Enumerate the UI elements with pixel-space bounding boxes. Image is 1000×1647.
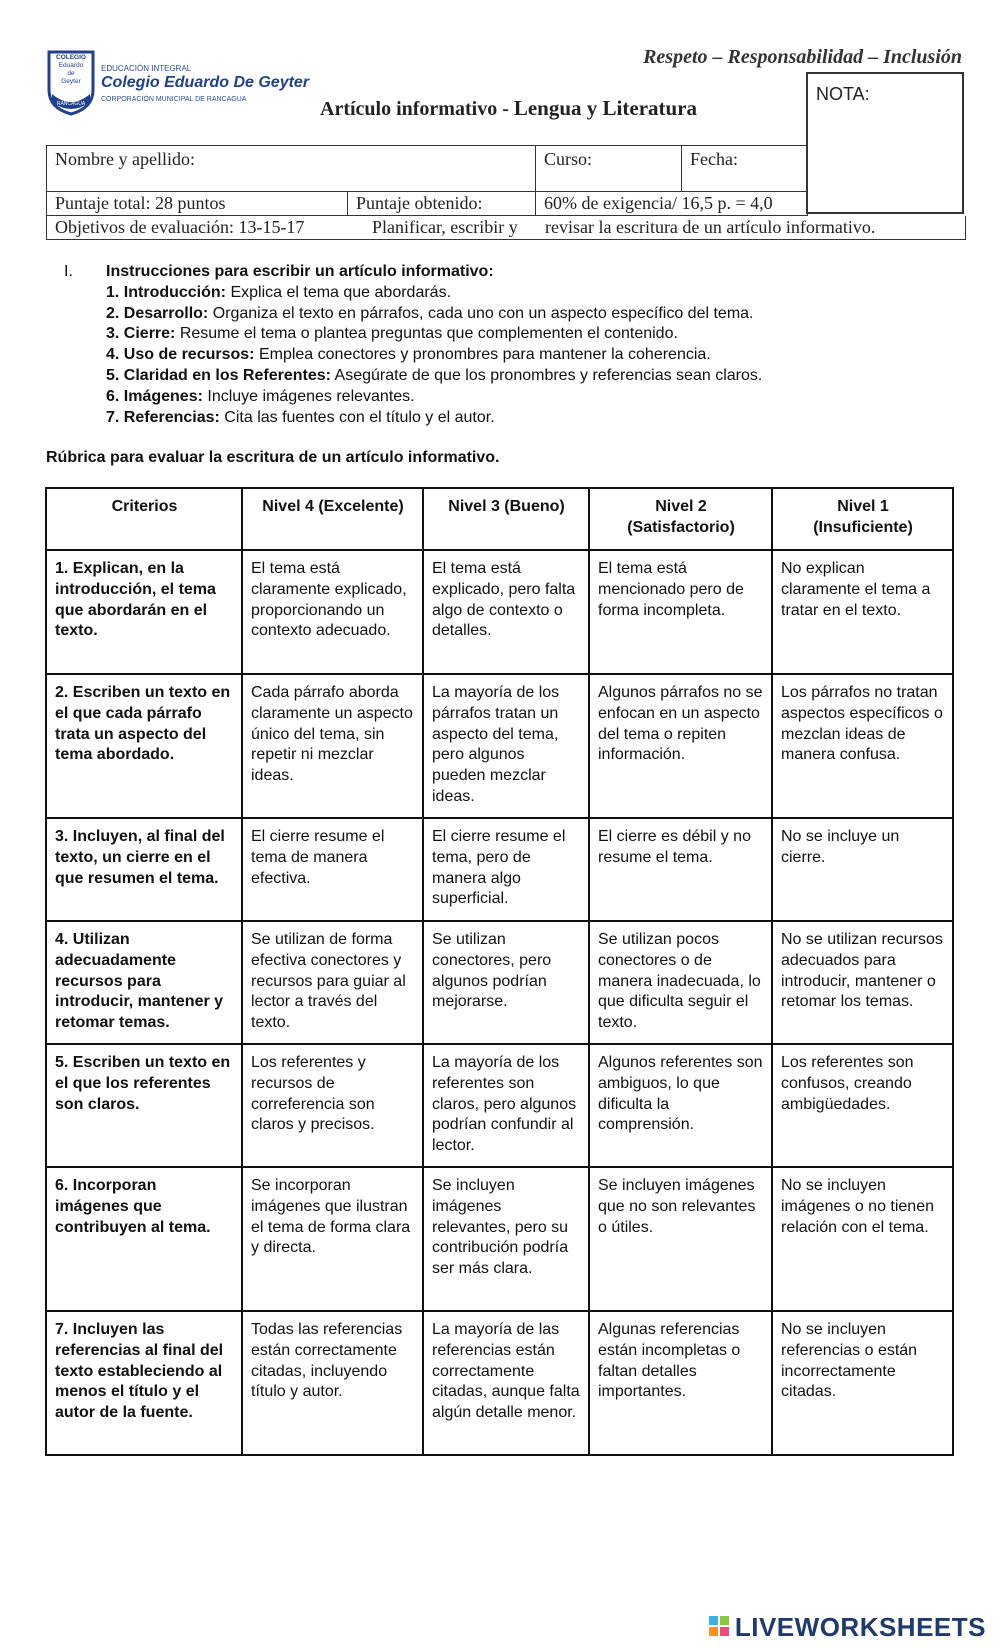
page-title (320, 96, 697, 121)
header-nivel-4: Nivel 4 (Excelente) (242, 488, 423, 550)
table-row (46, 1044, 953, 1167)
list-item: 7. Referencias: Cita las fuentes con el título y el autor. (106, 408, 495, 426)
table-row (46, 674, 953, 818)
list-item: 6. Imágenes: Incluye imágenes relevantes. (106, 387, 415, 405)
level-cell: No se incluye un cierre. (772, 818, 953, 921)
table-row (46, 921, 953, 1044)
level-cell: El tema está mencionado pero de forma incompleta. (589, 550, 772, 674)
logo-tagline: EDUCACIÓN INTEGRAL (101, 64, 192, 73)
grade-label: NOTA: (816, 84, 870, 104)
level-cell: Se utilizan conectores, pero algunos podrían mejorarse. (423, 921, 589, 1044)
course-field[interactable] (535, 146, 681, 191)
school-name: Colegio Eduardo De Geyter (101, 74, 310, 91)
level-cell: El cierre resume el tema, pero de manera algo superficial. (423, 818, 589, 921)
shield-lettering: COLEGIO Eduardo de Geyter RANCAGUA (56, 54, 86, 107)
level-cell: Se incluyen imágenes que no son relevantes o útiles. (589, 1167, 772, 1311)
liveworksheets-brand[interactable] (709, 1612, 986, 1643)
obtained-score-field[interactable] (347, 192, 535, 215)
rubric-table (45, 487, 954, 1456)
level-cell: Se utilizan pocos conectores o de manera inadecuada, lo que dificulta seguir el texto. (589, 921, 772, 1044)
instructions-heading: Instrucciones para escribir un artículo informativo: (106, 263, 494, 280)
criterion-cell: 6. Incorporan imágenes que contribuyen al tema. (46, 1167, 242, 1311)
table-row (46, 550, 953, 674)
info-row-name (46, 145, 808, 192)
criterion-cell: 2. Escriben un texto en el que cada párrafo trata un aspecto del tema abordado. (46, 674, 242, 818)
requirement-text: 60% de exigencia/ 16,5 p. = 4,0 (535, 192, 807, 215)
criterion-cell: 1. Explican, en la introducción, el tema que abordarán en el texto. (46, 550, 242, 674)
name-field[interactable] (47, 146, 535, 191)
criterion-cell: 5. Escriben un texto en el que los referentes son claros. (46, 1044, 242, 1167)
level-cell: No se incluyen imágenes o no tienen relación con el tema. (772, 1167, 953, 1311)
objectives-label: Objetivos de evaluación: 13-15-17 (55, 217, 305, 237)
header-criterios: Criterios (46, 488, 242, 550)
info-row-objectives (46, 216, 966, 240)
school-logo (46, 50, 310, 120)
level-cell: Los referentes y recursos de correferencia son claros y precisos. (242, 1044, 423, 1167)
criterion-cell: 7. Incluyen las referencias al final del texto estableciendo al menos el título y el autor de la fuente. (46, 1311, 242, 1455)
level-cell: Algunos referentes son ambiguos, lo que dificulta la comprensión. (589, 1044, 772, 1167)
list-item: 2. Desarrollo: Organiza el texto en párrafos, cada uno con un aspecto específico del tema. (106, 304, 754, 322)
level-cell: Los referentes son confusos, creando ambigüedades. (772, 1044, 953, 1167)
objectives-part1: Planificar, escribir y (372, 217, 518, 237)
grade-box (806, 72, 964, 214)
level-cell: El cierre resume el tema de manera efectiva. (242, 818, 423, 921)
list-item: 4. Uso de recursos: Emplea conectores y pronombres para mantener la coherencia. (106, 346, 711, 364)
level-cell: Todas las referencias están correctamente citadas, incluyendo título y autor. (242, 1311, 423, 1455)
brand-text: LIVEWORKSHEETS (734, 1612, 986, 1642)
table-row (46, 1311, 953, 1455)
header-nivel-3: Nivel 3 (Bueno) (423, 488, 589, 550)
liveworksheets-logo-icon (709, 1616, 731, 1638)
title-prefix: Artículo informativo - (320, 98, 514, 120)
date-label: Fecha: (690, 149, 738, 169)
date-field[interactable] (681, 146, 807, 191)
level-cell: Cada párrafo aborda claramente un aspecto único del tema, sin repetir ni mezclar ideas. (242, 674, 423, 818)
list-item: 5. Claridad en los Referentes: Asegúrate de que los pronombres y referencias sean claros. (106, 366, 763, 384)
level-cell: Se incorporan imágenes que ilustran el tema de forma clara y directa. (242, 1167, 423, 1311)
criterion-cell: 4. Utilizan adecuadamente recursos para introducir, mantener y retomar temas. (46, 921, 242, 1044)
header-nivel-2: Nivel 2 (Satisfactorio) (589, 488, 772, 550)
course-label: Curso: (544, 149, 593, 169)
level-cell: El tema está explicado, pero falta algo de contexto o detalles. (423, 550, 589, 674)
level-cell: La mayoría de las referencias están correctamente citadas, aunque falta algún detalle menor. (423, 1311, 589, 1455)
total-score: Puntaje total: 28 puntos (55, 193, 226, 213)
rubric-title: Rúbrica para evaluar la escritura de un artículo informativo. (46, 449, 500, 466)
header-nivel-1: Nivel 1 (Insuficiente) (772, 488, 953, 550)
level-cell: No se utilizan recursos adecuados para introducir, mantener o retomar los temas. (772, 921, 953, 1044)
level-cell: Algunos párrafos no se enfocan en un aspecto del tema o repiten información. (589, 674, 772, 818)
level-cell: No se incluyen referencias o están incorrectamente citadas. (772, 1311, 953, 1455)
level-cell: Se utilizan de forma efectiva conectores y recursos para guiar al lector a través del texto. (242, 921, 423, 1044)
list-item: 1. Introducción: Explica el tema que abordarás. (106, 283, 452, 301)
table-header-row (46, 488, 953, 550)
info-row-score (46, 192, 808, 216)
title-subject: Lengua y Literatura (513, 96, 698, 120)
motto: Respeto – Responsabilidad – Inclusión (643, 46, 962, 68)
table-row (46, 1167, 953, 1311)
level-cell: Se incluyen imágenes relevantes, pero su contribución podría ser más clara. (423, 1167, 589, 1311)
level-cell: El tema está claramente explicado, proporcionando un contexto adecuado. (242, 550, 423, 674)
obtained-score-label: Puntaje obtenido: (356, 193, 483, 213)
level-cell: La mayoría de los párrafos tratan un aspecto del tema, pero algunos pueden mezclar ideas. (423, 674, 589, 818)
level-cell: El cierre es débil y no resume el tema. (589, 818, 772, 921)
objectives-part2: revisar la escritura de un artículo informativo. (545, 217, 876, 237)
corporation-name: CORPORACIÓN MUNICIPAL DE RANCAGUA (101, 96, 247, 103)
instructions-list (106, 283, 762, 429)
section-numeral: I. (64, 263, 73, 280)
level-cell: No explican claramente el tema a tratar en el texto. (772, 550, 953, 674)
criterion-cell: 3. Incluyen, al final del texto, un cierre en el que resumen el tema. (46, 818, 242, 921)
name-label: Nombre y apellido: (55, 149, 195, 169)
level-cell: La mayoría de los referentes son claros, pero algunos podrían confundir al lector. (423, 1044, 589, 1167)
level-cell: Los párrafos no tratan aspectos específicos o mezclan ideas de manera confusa. (772, 674, 953, 818)
table-row (46, 818, 953, 921)
list-item: 3. Cierre: Resume el tema o plantea preguntas que complementen el contenido. (106, 325, 678, 343)
level-cell: Algunas referencias están incompletas o faltan detalles importantes. (589, 1311, 772, 1455)
